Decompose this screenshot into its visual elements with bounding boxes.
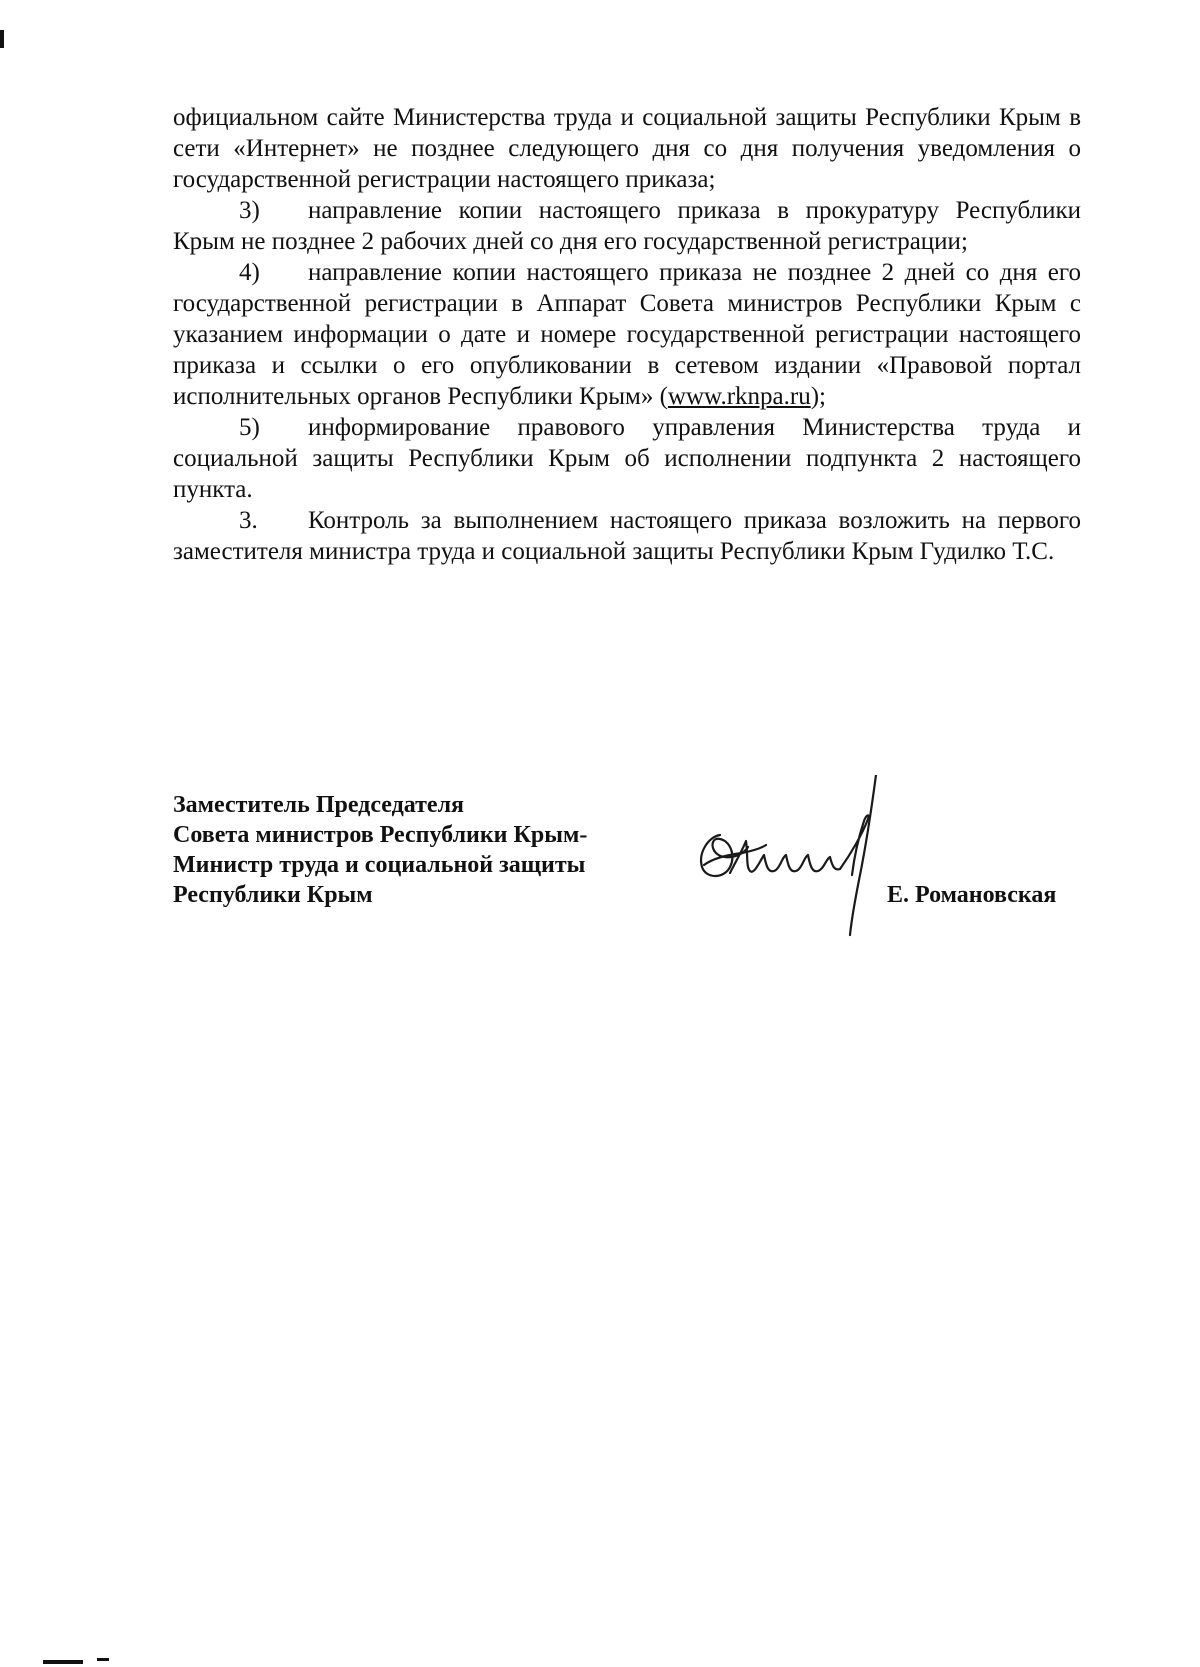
portal-link[interactable]: www.rknpa.ru — [667, 383, 811, 410]
list-item-text: направление копии настоящего приказа в прокуратуру Республики Крым не позднее 2 рабочих дней со дня его государственной регистрации; — [173, 197, 1081, 255]
list-item-5 — [173, 412, 1081, 505]
signatory-title-line: Заместитель Председателя — [173, 792, 465, 818]
document-body — [173, 102, 1081, 567]
list-item-number: 5) — [239, 414, 260, 441]
list-item-text: информирование правового управления Министерства труда и социальной защиты Республики Крым об исполнении подпункта 2 настоящего пункта. — [173, 414, 1081, 503]
list-item-text-end: ); — [810, 383, 826, 410]
paragraph-text: официальном сайте Министерства труда и социальной защиты Республики Крым в сети «Интернет» не позднее следующего дня со дня получения уведомления о государственной регистрации настоящего приказа; — [173, 104, 1081, 193]
signatory-title-line: Республики Крым — [173, 882, 373, 908]
signatory-title-line: Министр труда и социальной защиты — [173, 852, 586, 878]
clause-text: Контроль за выполнением настоящего приказа возложить на первого заместителя министра труда и социальной защиты Республики Крым Гудилко Т.С. — [173, 507, 1081, 565]
scan-mark — [97, 1658, 109, 1661]
list-item-text: направление копии настоящего приказа не позднее 2 дней со дня его государственной регистрации в Аппарат Совета министров Республики Крым с указанием информации о дате и номере государственной регистрации настоящего приказа и ссылки о его опубликовании в сетевом издании «Правовой портал исполнительных органов Республики Крым» ( — [173, 259, 1081, 410]
list-item-number: 4) — [239, 259, 260, 286]
clause-number: 3. — [239, 507, 258, 534]
list-item-number: 3) — [239, 197, 260, 224]
clause-3 — [173, 505, 1081, 567]
list-item-4 — [173, 257, 1081, 412]
handwritten-signature — [690, 775, 920, 945]
list-item-3 — [173, 195, 1081, 257]
signatory-title-line: Совета министров Республики Крым- — [173, 822, 588, 848]
signatory-name: Е. Романовская — [887, 882, 1057, 908]
signatory-title — [173, 790, 587, 910]
scan-mark — [43, 1660, 83, 1664]
paragraph-continuation — [173, 102, 1081, 195]
scan-mark — [0, 30, 4, 48]
